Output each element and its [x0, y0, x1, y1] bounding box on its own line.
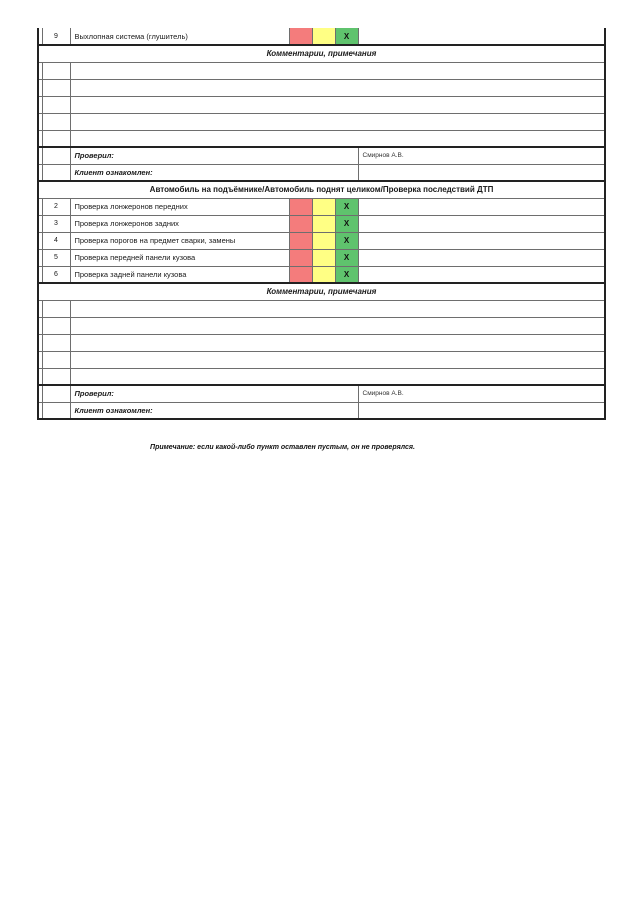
notes-cell	[358, 215, 605, 232]
comment-num-cell	[42, 351, 70, 368]
item-number: 3	[42, 215, 70, 232]
section-title: Автомобиль на подъёмнике/Автомобиль поднят целиком/Проверка последствий ДТП	[38, 181, 605, 198]
comment-num-cell	[42, 113, 70, 130]
checked-by-row	[38, 385, 605, 402]
comments-header-row	[38, 283, 605, 300]
comment-text-cell	[70, 113, 605, 130]
comments-header: Комментарии, примечания	[38, 45, 605, 62]
inspector-name: Смирнов А.В.	[358, 147, 605, 164]
comment-num-cell	[42, 300, 70, 317]
comment-text-cell	[70, 368, 605, 385]
status-green-cell: X	[335, 198, 358, 215]
comment-text-cell	[70, 62, 605, 79]
client-informed-label: Клиент ознакомлен:	[70, 164, 358, 181]
comment-text-cell	[70, 351, 605, 368]
item-label: Проверка задней панели кузова	[70, 266, 289, 283]
item-number: 2	[42, 198, 70, 215]
comments-header-row	[38, 45, 605, 62]
comment-row	[38, 334, 605, 351]
comment-text-cell	[70, 334, 605, 351]
comment-row	[38, 96, 605, 113]
comment-num-cell	[42, 130, 70, 147]
notes-cell	[358, 28, 605, 45]
comment-num-cell	[42, 317, 70, 334]
checklist-row-rear-panel	[38, 266, 605, 283]
section-header-row	[38, 181, 605, 198]
num-cell	[42, 385, 70, 402]
status-yellow-cell	[312, 232, 335, 249]
comment-num-cell	[42, 96, 70, 113]
inspector-name: Смирнов А.В.	[358, 385, 605, 402]
status-green-cell: X	[335, 232, 358, 249]
item-number: 9	[42, 28, 70, 45]
comment-text-cell	[70, 130, 605, 147]
checked-by-label: Проверил:	[70, 385, 358, 402]
status-green-cell: X	[335, 215, 358, 232]
status-red-cell	[289, 249, 312, 266]
comment-text-cell	[70, 300, 605, 317]
comment-row	[38, 351, 605, 368]
status-red-cell	[289, 215, 312, 232]
comment-row	[38, 317, 605, 334]
comment-row	[38, 62, 605, 79]
checked-by-row	[38, 147, 605, 164]
status-yellow-cell	[312, 215, 335, 232]
comment-row	[38, 300, 605, 317]
status-red-cell	[289, 28, 312, 45]
client-informed-row	[38, 164, 605, 181]
comment-row	[38, 113, 605, 130]
checklist-row-exhaust	[38, 28, 605, 45]
checklist-row-front-panel	[38, 249, 605, 266]
comments-header: Комментарии, примечания	[38, 283, 605, 300]
checklist-row-rear-rails	[38, 215, 605, 232]
item-number: 6	[42, 266, 70, 283]
client-signature-cell	[358, 402, 605, 419]
checklist-row-front-rails	[38, 198, 605, 215]
num-cell	[42, 402, 70, 419]
status-red-cell	[289, 266, 312, 283]
comment-num-cell	[42, 79, 70, 96]
comment-num-cell	[42, 334, 70, 351]
client-signature-cell	[358, 164, 605, 181]
status-red-cell	[289, 198, 312, 215]
comment-row	[38, 368, 605, 385]
item-label: Выхлопная система (глушитель)	[70, 28, 289, 45]
comment-text-cell	[70, 317, 605, 334]
status-yellow-cell	[312, 249, 335, 266]
status-green-cell: X	[335, 266, 358, 283]
comment-num-cell	[42, 368, 70, 385]
num-cell	[42, 164, 70, 181]
notes-cell	[358, 232, 605, 249]
item-label: Проверка передней панели кузова	[70, 249, 289, 266]
client-informed-row	[38, 402, 605, 419]
checklist-row-sills	[38, 232, 605, 249]
comment-row	[38, 130, 605, 147]
status-yellow-cell	[312, 266, 335, 283]
status-yellow-cell	[312, 198, 335, 215]
status-yellow-cell	[312, 28, 335, 45]
comment-text-cell	[70, 96, 605, 113]
comment-num-cell	[42, 62, 70, 79]
item-number: 5	[42, 249, 70, 266]
checked-by-label: Проверил:	[70, 147, 358, 164]
notes-cell	[358, 266, 605, 283]
status-green-cell: X	[335, 28, 358, 45]
footnote: Примечание: если какой-либо пункт оставлен пустым, он не проверялся.	[150, 444, 415, 451]
comment-text-cell	[70, 79, 605, 96]
item-label: Проверка порогов на предмет сварки, замены	[70, 232, 289, 249]
inspection-checklist-table	[37, 28, 606, 420]
client-informed-label: Клиент ознакомлен:	[70, 402, 358, 419]
notes-cell	[358, 249, 605, 266]
item-label: Проверка лонжеронов передних	[70, 198, 289, 215]
item-label: Проверка лонжеронов задних	[70, 215, 289, 232]
num-cell	[42, 147, 70, 164]
item-number: 4	[42, 232, 70, 249]
status-red-cell	[289, 232, 312, 249]
notes-cell	[358, 198, 605, 215]
comment-row	[38, 79, 605, 96]
status-green-cell: X	[335, 249, 358, 266]
